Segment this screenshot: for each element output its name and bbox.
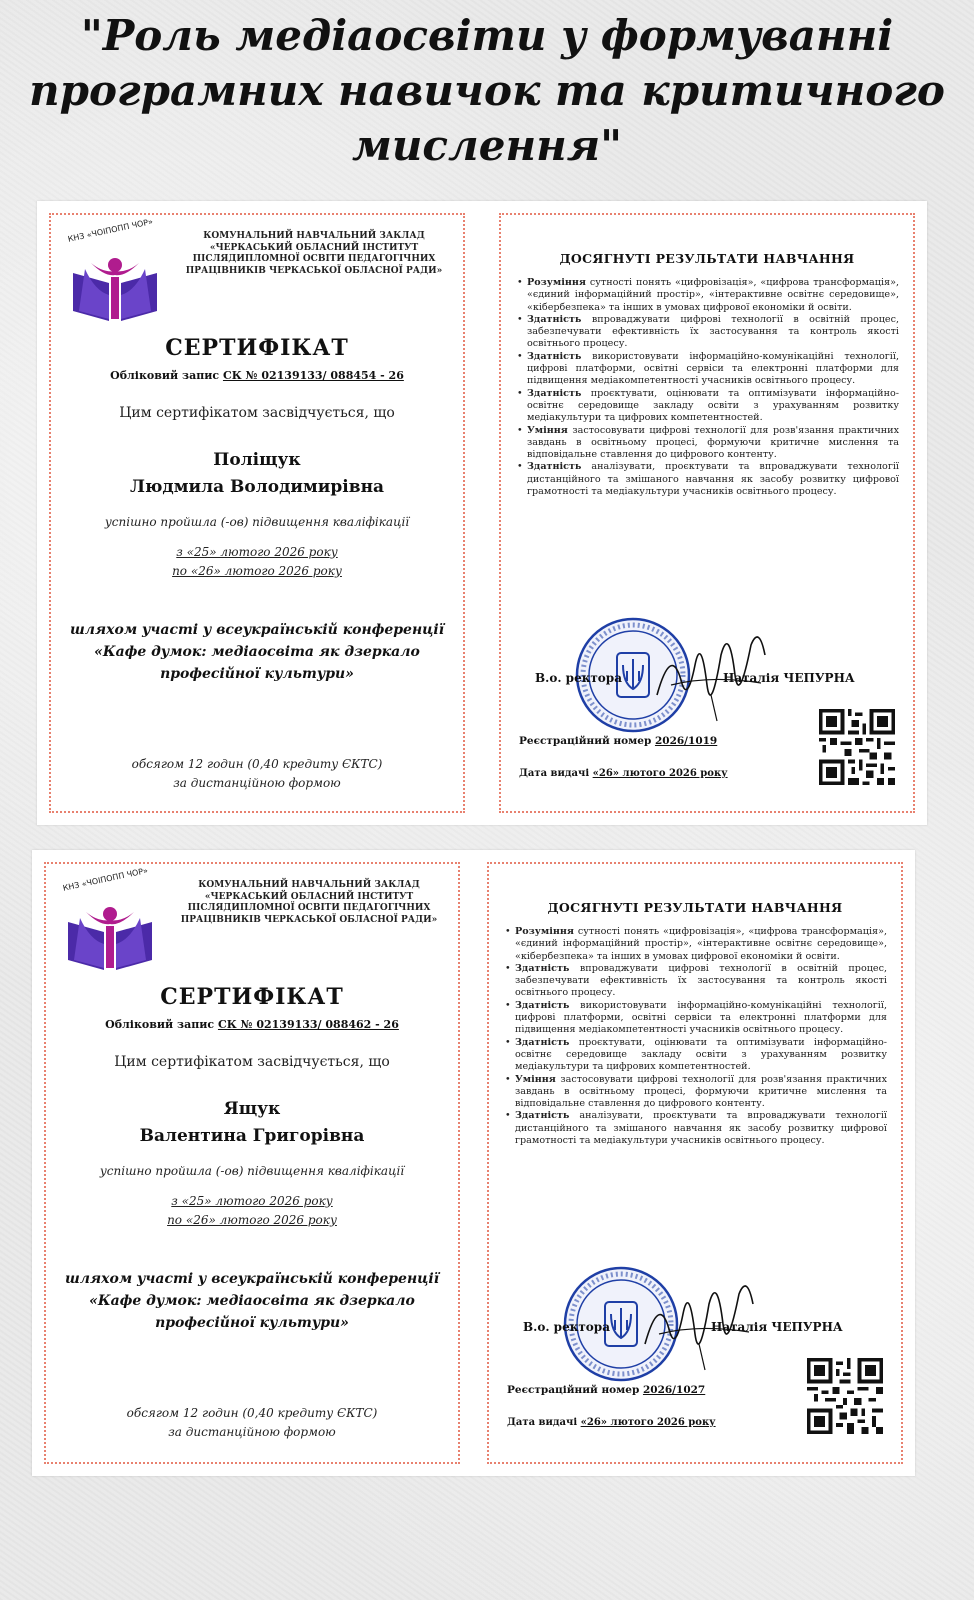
date-from: з «25» лютого 2026 року bbox=[176, 545, 338, 559]
certificate-back bbox=[499, 213, 915, 813]
list-item: • Здатність аналізувати, проєктувати та впроваджувати технології дистанційного та змішаного навчання як засобу розвитку цифрової грамотності та медіакультури учасників освітнього процесу. bbox=[527, 461, 899, 498]
training-volume bbox=[51, 755, 463, 793]
institution-header bbox=[65, 216, 453, 321]
results-title: ДОСЯГНУТІ РЕЗУЛЬТАТИ НАВЧАННЯ bbox=[559, 251, 855, 266]
results-list bbox=[505, 926, 887, 1147]
conference-line: шляхом участі у всеукраїнській конференції bbox=[64, 1271, 440, 1287]
registration-number bbox=[507, 1384, 705, 1396]
record-number bbox=[46, 1018, 458, 1031]
reg-label: Реєстраційний номер bbox=[507, 1384, 640, 1396]
conference-line: «Кафе думок: медіаосвіта як дзеркало bbox=[89, 1293, 415, 1309]
institute-logo-icon bbox=[60, 882, 160, 972]
institute-logo-icon bbox=[65, 233, 165, 323]
training-form: за дистанційною формою bbox=[168, 1425, 336, 1439]
logo-caption: КНЗ «ЧОІПОПП ЧОР» bbox=[62, 865, 149, 893]
record-label: Обліковий запис bbox=[110, 369, 220, 382]
recipient-surname: Ящук bbox=[223, 1099, 281, 1119]
conference-line: професійної культури» bbox=[155, 1315, 349, 1331]
issue-date bbox=[519, 768, 728, 779]
reg-value: 2026/1027 bbox=[642, 1384, 706, 1396]
volume-hours: обсягом 12 годин (0,40 кредиту ЄКТС) bbox=[126, 1406, 378, 1420]
training-dates bbox=[51, 543, 463, 581]
list-item: • Здатність аналізувати, проєктувати та впроваджувати технології дистанційного та змішаного навчання як засобу розвитку цифрової грамотності та медіакультури учасників освітнього процесу. bbox=[515, 1110, 887, 1147]
list-item: • Розуміння сутності понять «цифровізація», «цифрова трансформація», «єдиний інформаційний простір», «інтерактивне освітнє середовище», «кібербезпека» та інших в умовах цифрової економіки й освіти. bbox=[527, 277, 899, 314]
list-item: • Здатність проєктувати, оцінювати та оптимізувати інформаційно-освітнє середовище закладу освіти з урахуванням розвитку медіакультури та цифрових компетентностей. bbox=[515, 1037, 887, 1074]
conference-line: шляхом участі у всеукраїнській конференції bbox=[69, 622, 445, 638]
date-to: по «26» лютого 2026 року bbox=[167, 1213, 337, 1227]
qr-code-icon bbox=[819, 709, 895, 785]
completed-text: успішно пройшла (-ов) підвищення кваліфікації bbox=[99, 1164, 405, 1178]
issued-value: «26» лютого 2026 року bbox=[592, 768, 728, 779]
training-volume bbox=[46, 1404, 458, 1442]
recipient-given-names: Людмила Володимирівна bbox=[129, 477, 385, 497]
logo-caption: КНЗ «ЧОІПОПП ЧОР» bbox=[67, 216, 154, 244]
list-item: • Здатність використовувати інформаційно-комунікаційні технології, цифрові платформи, освітні сервіси та електронні платформи для підвищення медіакомпетентності учасників освітнього процесу. bbox=[527, 351, 899, 388]
completed-text: успішно пройшла (-ов) підвищення кваліфікації bbox=[104, 515, 410, 529]
results-list bbox=[517, 277, 899, 498]
signatory-name: Наталія ЧЕПУРНА bbox=[711, 1320, 843, 1334]
issued-label: Дата видачі bbox=[519, 768, 590, 779]
qr-code-icon bbox=[807, 1358, 883, 1434]
certificate-title: СЕРТИФІКАТ bbox=[160, 984, 344, 1010]
recipient-name bbox=[46, 1096, 458, 1150]
recipient-given-names: Валентина Григорівна bbox=[139, 1126, 365, 1146]
record-label: Обліковий запис bbox=[105, 1018, 215, 1031]
training-form: за дистанційною формою bbox=[173, 776, 341, 790]
issued-value: «26» лютого 2026 року bbox=[580, 1417, 716, 1428]
registration-number bbox=[519, 735, 717, 747]
record-value: СК № 02139133/ 088454 - 26 bbox=[222, 369, 404, 382]
list-item: • Здатність використовувати інформаційно-комунікаційні технології, цифрові платформи, освітні сервіси та електронні платформи для підвищення медіакомпетентності учасників освітнього процесу. bbox=[515, 1000, 887, 1037]
certificate-title: СЕРТИФІКАТ bbox=[165, 335, 349, 361]
reg-label: Реєстраційний номер bbox=[519, 735, 652, 747]
conference-line: «Кафе думок: медіаосвіта як дзеркало bbox=[94, 644, 420, 660]
certifies-text: Цим сертифікатом засвідчується, що bbox=[114, 1054, 390, 1070]
institution-name: КОМУНАЛЬНИЙ НАВЧАЛЬНИЙ ЗАКЛАД «ЧЕРКАСЬКИЙ ОБЛАСНИЙ ІНСТИТУТ ПІСЛЯДИПЛОМНОЇ ОСВІТИ ПЕДАГОГІЧНИХ ПРАЦІВНИКІВ ЧЕРКАСЬКОЇ ОБЛАСНОЇ РАДИ» bbox=[185, 231, 443, 276]
signatory-name: Наталія ЧЕПУРНА bbox=[723, 671, 855, 685]
certificate-front bbox=[44, 862, 460, 1464]
date-from: з «25» лютого 2026 року bbox=[171, 1194, 333, 1208]
signatory-role: В.о. ректора bbox=[535, 671, 622, 685]
recipient-surname: Поліщук bbox=[213, 450, 301, 470]
signatory-role: В.о. ректора bbox=[523, 1320, 610, 1334]
list-item: • Уміння застосовувати цифрові технології для розв'язання практичних завдань в освітньому процесі, формуючи критичне мислення та відповідальне ставлення до цифрового контенту. bbox=[515, 1074, 887, 1111]
institution-name: КОМУНАЛЬНИЙ НАВЧАЛЬНИЙ ЗАКЛАД «ЧЕРКАСЬКИЙ ОБЛАСНИЙ ІНСТИТУТ ПІСЛЯДИПЛОМНОЇ ОСВІТИ ПЕДАГОГІЧНИХ ПРАЦІВНИКІВ ЧЕРКАСЬКОЇ ОБЛАСНОЇ РАДИ» bbox=[180, 880, 438, 925]
results-title: ДОСЯГНУТІ РЕЗУЛЬТАТИ НАВЧАННЯ bbox=[547, 900, 843, 915]
conference-line: професійної культури» bbox=[160, 666, 354, 682]
list-item: • Здатність впроваджувати цифрові технології в освітній процес, забезпечувати ефективність їх застосування та контроль якості освітнього процесу. bbox=[515, 963, 887, 1000]
issued-label: Дата видачі bbox=[507, 1417, 578, 1428]
issue-date bbox=[507, 1417, 716, 1428]
list-item: • Уміння застосовувати цифрові технології для розв'язання практичних завдань в освітньому процесі, формуючи критичне мислення та відповідальне ставлення до цифрового контенту. bbox=[527, 425, 899, 462]
reg-value: 2026/1019 bbox=[654, 735, 718, 747]
certificate-sheet-1 bbox=[37, 201, 927, 825]
list-item: • Здатність проєктувати, оцінювати та оптимізувати інформаційно-освітнє середовище закладу освіти з урахуванням розвитку медіакультури та цифрових компетентностей. bbox=[527, 388, 899, 425]
institution-header bbox=[60, 865, 448, 970]
certifies-text: Цим сертифікатом засвідчується, що bbox=[119, 405, 395, 421]
list-item: • Здатність впроваджувати цифрові технології в освітній процес, забезпечувати ефективність їх застосування та контроль якості освітнього процесу. bbox=[527, 314, 899, 351]
conference-name bbox=[61, 619, 453, 685]
certificate-sheet-2 bbox=[32, 850, 915, 1476]
conference-name bbox=[56, 1268, 448, 1334]
record-number bbox=[51, 369, 463, 382]
recipient-name bbox=[51, 447, 463, 501]
certificate-back bbox=[487, 862, 903, 1464]
list-item: • Розуміння сутності понять «цифровізація», «цифрова трансформація», «єдиний інформаційний простір», «інтерактивне освітнє середовище», «кібербезпека» та інших в умовах цифрової економіки й освіти. bbox=[515, 926, 887, 963]
page-title: "Роль медіаосвіти у формуванні програмних навичок та критичного мислення" bbox=[29, 11, 945, 170]
volume-hours: обсягом 12 годин (0,40 кредиту ЄКТС) bbox=[131, 757, 383, 771]
certificate-front bbox=[49, 213, 465, 813]
date-to: по «26» лютого 2026 року bbox=[172, 564, 342, 578]
training-dates bbox=[46, 1192, 458, 1230]
record-value: СК № 02139133/ 088462 - 26 bbox=[217, 1018, 399, 1031]
